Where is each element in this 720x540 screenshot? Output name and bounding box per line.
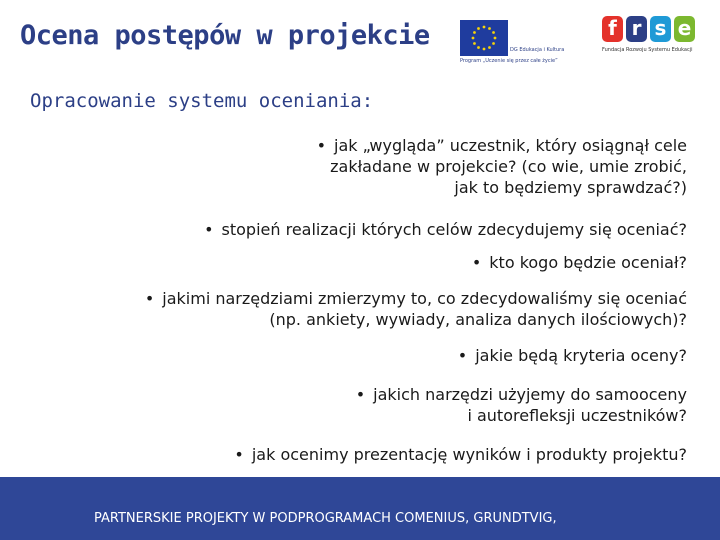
bullet-text: jakie będą kryteria oceny? (475, 346, 687, 365)
bullet-line (145, 288, 687, 309)
bullet-line (472, 252, 687, 273)
bullet-line (356, 384, 687, 405)
bullet-item-6 (356, 384, 687, 426)
bullet-line (317, 135, 687, 156)
frse-logo (602, 16, 702, 62)
bullet-item-3 (472, 252, 687, 273)
bullet-dot: • (457, 346, 468, 365)
slide-title: Ocena postępów w projekcie (20, 20, 430, 51)
bullet-text: stopień realizacji których celów zdecydujemy się oceniać? (221, 220, 687, 239)
eu-star-icon (473, 31, 476, 34)
bullet-line (204, 219, 687, 240)
bullet-text: jak „wygląda” uczestnik, który osiągnął cele (334, 136, 687, 155)
footer-bar (0, 477, 720, 540)
frse-letter-e: e (674, 16, 695, 42)
eu-star-icon (492, 31, 495, 34)
eu-dg-label: DG Edukacja i Kultura (510, 47, 565, 53)
bullet-item-5 (458, 345, 687, 366)
eu-star-icon (492, 42, 495, 45)
bullet-dot: • (234, 445, 244, 464)
bullet-line (458, 345, 687, 366)
bullet-item-7 (234, 444, 687, 465)
bullet-line: (np. ankiety, wywiady, analiza danych ilościowych)? (269, 310, 687, 329)
frse-caption: Fundacja Rozwoju Systemu Edukacji (602, 47, 693, 53)
bullet-line: i autorefleksji uczestników? (467, 406, 687, 425)
bullet-line (234, 444, 687, 465)
eu-star-icon (488, 46, 491, 49)
slide-subtitle: Opracowanie systemu oceniania: (30, 90, 374, 112)
eu-star-icon (477, 46, 480, 49)
bullet-item-2 (204, 219, 687, 240)
eu-star-icon (483, 26, 486, 29)
bullet-dot: • (204, 220, 214, 239)
bullet-line: zakładane w projekcie? (co wie, umie zrobić, (330, 157, 687, 176)
footer-text: PARTNERSKIE PROJEKTY W PODPROGRAMACH COMENIUS, GRUNDTVIG, (94, 511, 557, 526)
eu-star-icon (477, 27, 480, 30)
eu-star-icon (473, 42, 476, 45)
eu-star-icon (483, 48, 486, 51)
bullet-dot: • (144, 289, 155, 308)
bullet-line: jak to będziemy sprawdzać?) (454, 178, 687, 197)
bullet-text: jak ocenimy prezentację wyników i produkty projektu? (251, 445, 687, 464)
bullet-dot: • (471, 253, 482, 272)
bullet-text: jakich narzędzi użyjemy do samooceny (373, 385, 687, 404)
bullet-text: kto kogo będzie oceniał? (489, 253, 687, 272)
eu-star-icon (494, 37, 497, 40)
bullet-item-4 (145, 288, 687, 330)
bullet-dot: • (316, 136, 327, 155)
eu-star-icon (472, 37, 475, 40)
eu-flag-icon (460, 20, 508, 56)
bullet-text: jakimi narzędziami zmierzymy to, co zdecydowaliśmy się oceniać (162, 289, 687, 308)
frse-letters (602, 16, 702, 42)
bullet-dot: • (355, 385, 366, 404)
eu-star-icon (488, 27, 491, 30)
frse-letter-r: r (626, 16, 647, 42)
frse-letter-s: s (650, 16, 671, 42)
bullet-item-1 (317, 135, 687, 198)
eu-stars-icon (460, 20, 508, 56)
eu-program-logo (460, 20, 590, 68)
eu-program-label: Program „Uczenie się przez całe życie” (460, 58, 558, 64)
frse-letter-f: f (602, 16, 623, 42)
